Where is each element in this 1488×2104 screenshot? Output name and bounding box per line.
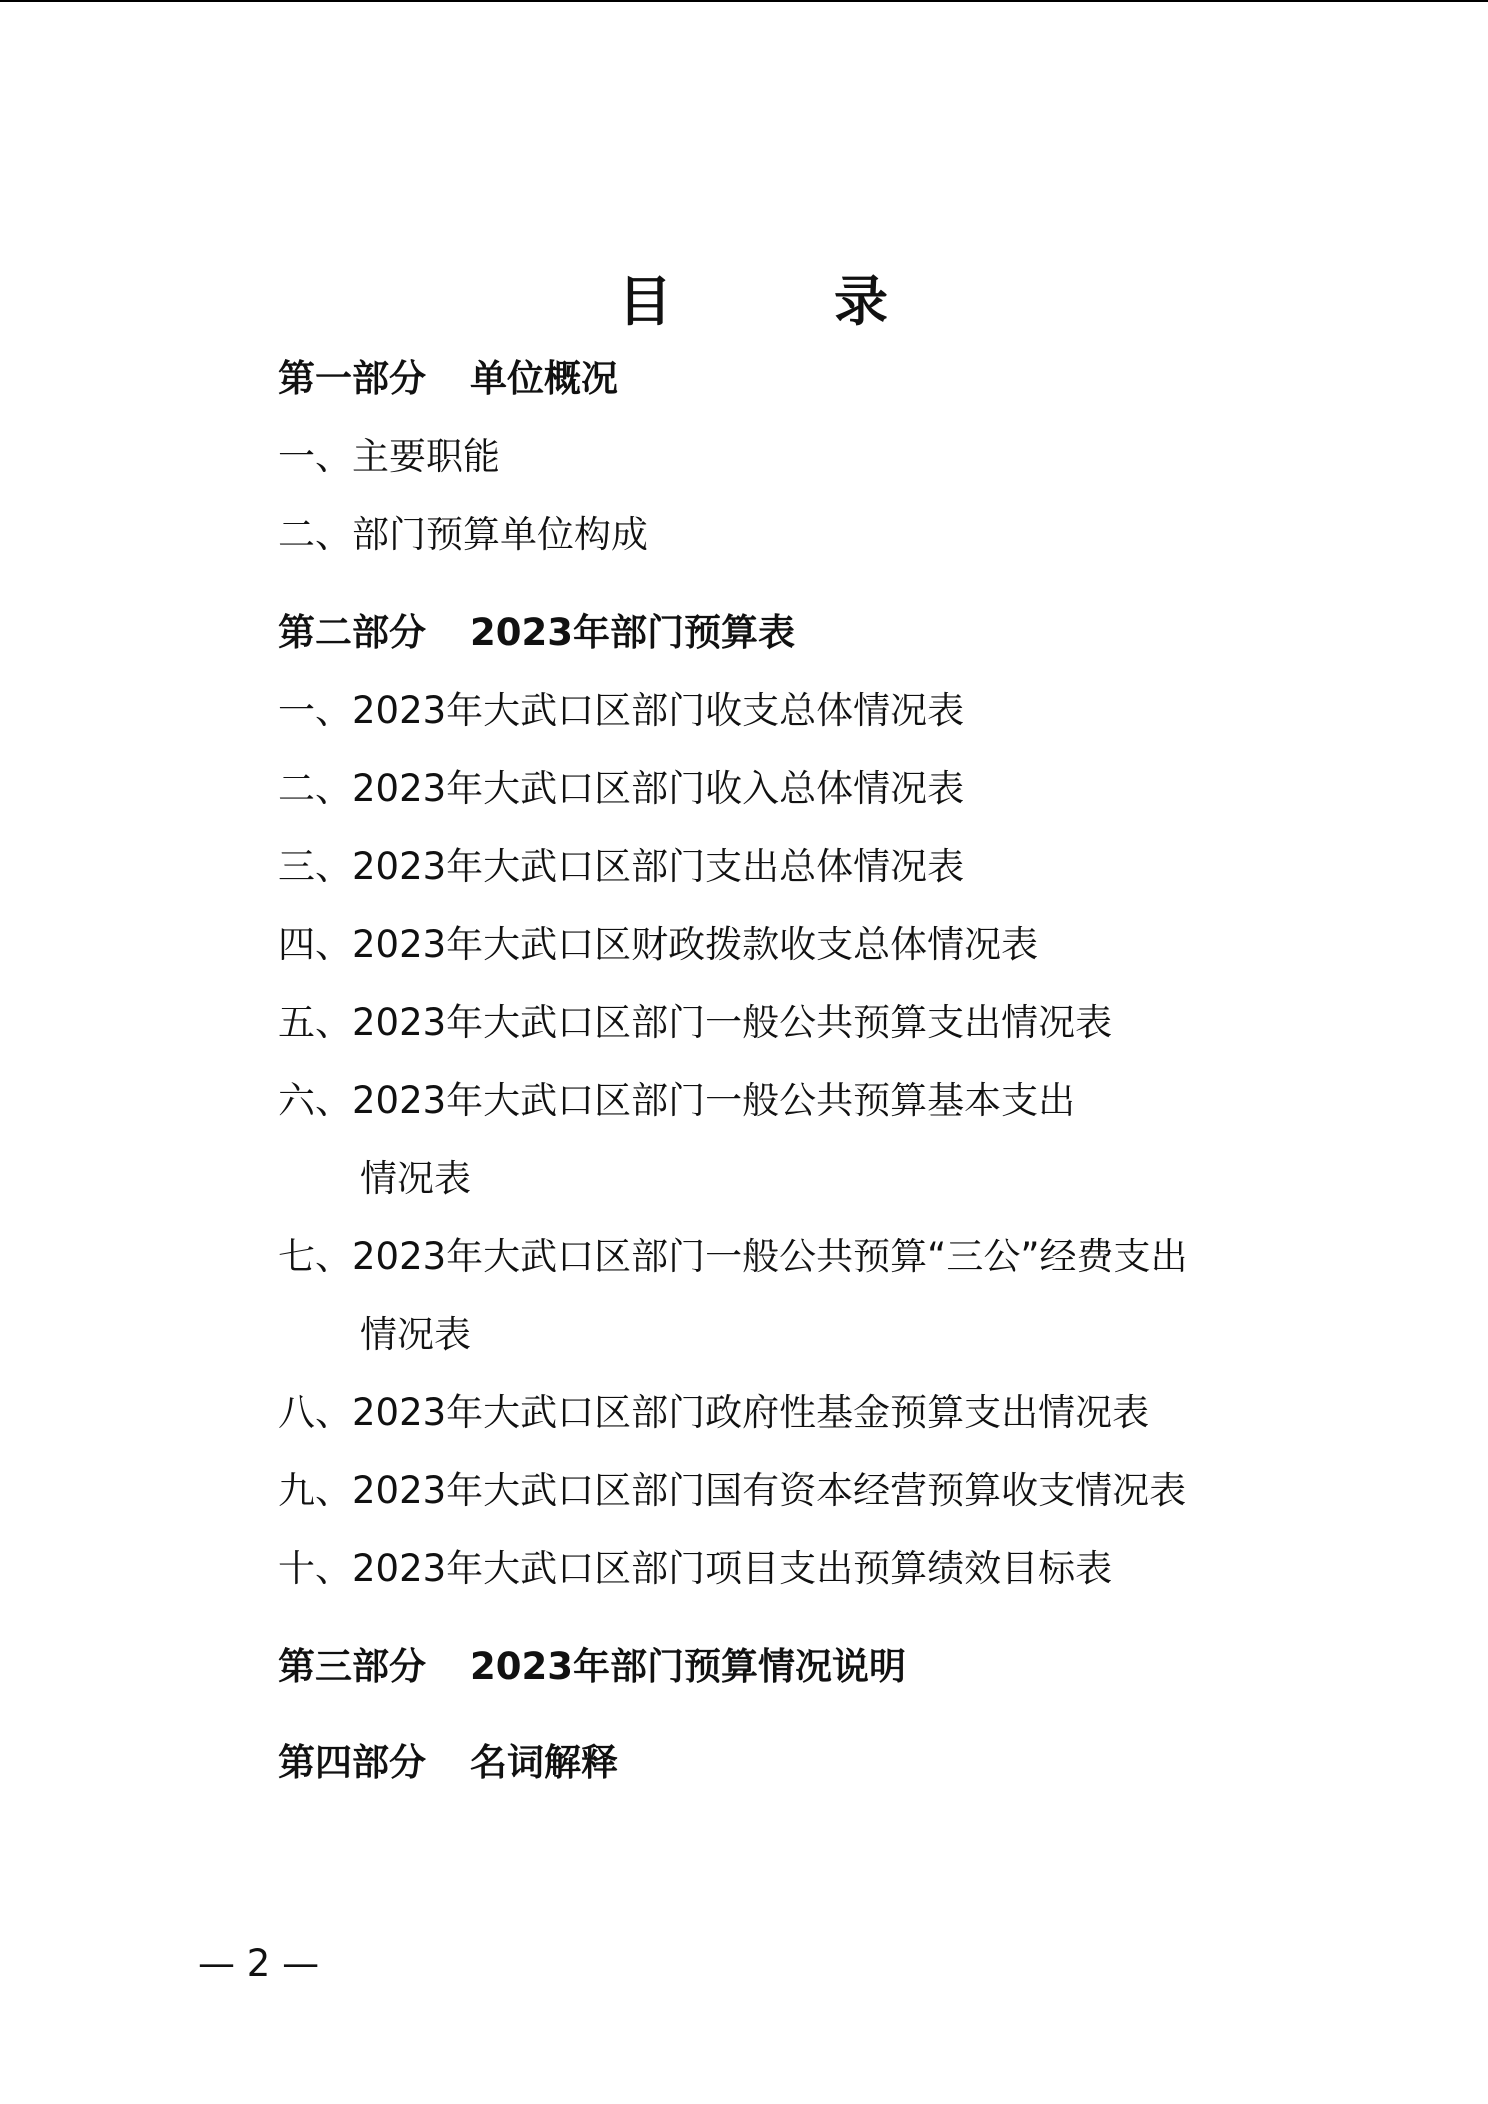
toc-item-2-6: 六、2023年大武口区部门一般公共预算基本支出 <box>278 1079 1076 1122</box>
toc-item-1-2: 二、部门预算单位构成 <box>278 513 648 556</box>
toc-item-2-4: 四、2023年大武口区财政拨款收支总体情况表 <box>278 923 1039 966</box>
toc-item-2-8: 八、2023年大武口区部门政府性基金预算支出情况表 <box>278 1391 1150 1434</box>
part-2-title: 2023年部门预算表 <box>470 611 795 654</box>
toc-item-2-3: 三、2023年大武口区部门支出总体情况表 <box>278 845 965 888</box>
toc-part-4 <box>278 1736 618 1790</box>
part-3-label: 第三部分 <box>278 1645 426 1688</box>
toc-item-2-7: 七、2023年大武口区部门一般公共预算“三公”经费支出 <box>278 1235 1188 1278</box>
page-number: — 2 — <box>198 1942 320 1985</box>
toc-item-2-10: 十、2023年大武口区部门项目支出预算绩效目标表 <box>278 1547 1113 1590</box>
part-1-title: 单位概况 <box>470 357 618 400</box>
toc-part-3 <box>278 1640 906 1694</box>
part-2-label: 第二部分 <box>278 611 426 654</box>
toc-item-2-7-cont: 情况表 <box>360 1313 471 1356</box>
part-1-label: 第一部分 <box>278 357 426 400</box>
page-title <box>0 262 1488 342</box>
part-4-label: 第四部分 <box>278 1741 426 1784</box>
title-char-1: 目 <box>618 270 672 333</box>
toc-part-1 <box>278 352 618 406</box>
top-border-line <box>0 0 1488 2</box>
title-char-2: 录 <box>834 270 888 333</box>
toc-item-2-5: 五、2023年大武口区部门一般公共预算支出情况表 <box>278 1001 1113 1044</box>
toc-item-2-6-cont: 情况表 <box>360 1157 471 1200</box>
toc-item-2-9: 九、2023年大武口区部门国有资本经营预算收支情况表 <box>278 1469 1187 1512</box>
part-3-title: 2023年部门预算情况说明 <box>470 1645 906 1688</box>
toc-part-2 <box>278 606 795 660</box>
part-4-title: 名词解释 <box>470 1741 618 1784</box>
toc-item-2-2: 二、2023年大武口区部门收入总体情况表 <box>278 767 965 810</box>
toc-item-2-1: 一、2023年大武口区部门收支总体情况表 <box>278 689 965 732</box>
toc-item-1-1: 一、主要职能 <box>278 435 500 478</box>
